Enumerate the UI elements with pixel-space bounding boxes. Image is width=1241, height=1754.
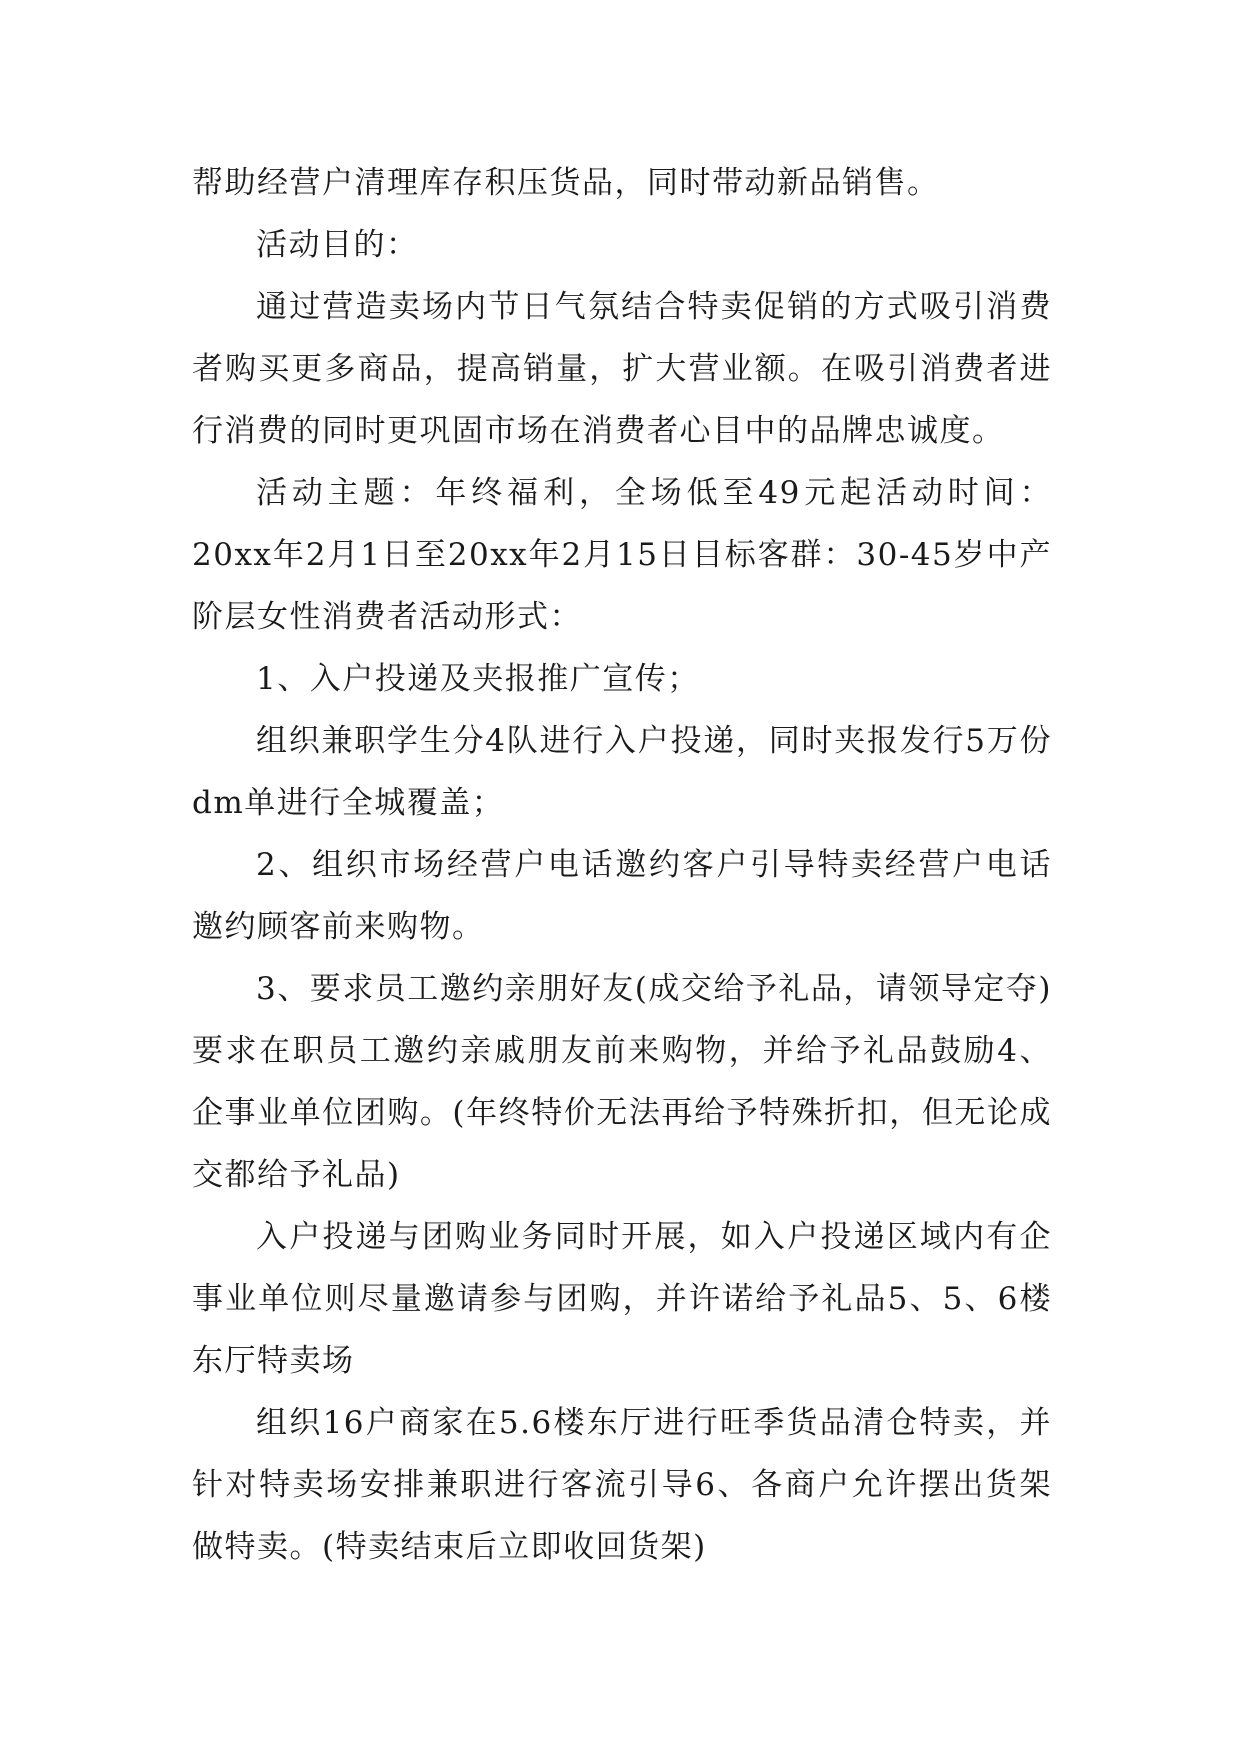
paragraph-item-1: 1、入户投递及夹报推广宣传； — [256, 661, 700, 697]
paragraph-purpose-heading: 活动目的： — [256, 227, 419, 263]
paragraph-item-2: 2、组织市场经营户电话邀约客户引导特卖经营户电话邀约顾客前来购物。 — [192, 847, 1052, 945]
paragraph-purpose: 通过营造卖场内节日气氛结合特卖促销的方式吸引消费者购买更多商品，提高销量，扩大营业额。在吸引消费者进行消费的同时更巩固市场在消费者心目中的品牌忠诚度。 — [192, 289, 1052, 449]
paragraph-item-5-detail: 组织16户商家在5.6楼东厅进行旺季货品清仓特卖，并针对特卖场安排兼职进行客流引导6、各商户允许摆出货架做特卖。(特卖结束后立即收回货架) — [192, 1405, 1052, 1565]
paragraph-theme: 活动主题：年终福利，全场低至49元起活动时间：20xx年2月1日至20xx年2月15日目标客群：30-45岁中产阶层女性消费者活动形式： — [192, 475, 1052, 635]
document-body — [192, 152, 1052, 1578]
paragraph-continuation: 帮助经营户清理库存积压货品，同时带动新品销售。 — [192, 165, 940, 201]
paragraph-item-3: 3、要求员工邀约亲朋好友(成交给予礼品，请领导定夺)要求在职员工邀约亲戚朋友前来购物，并给予礼品鼓励4、企事业单位团购。(年终特价无法再给予特殊折扣，但无论成交都给予礼品) — [192, 971, 1052, 1193]
paragraph-item-4-detail: 入户投递与团购业务同时开展，如入户投递区域内有企事业单位则尽量邀请参与团购，并许诺给予礼品5、5、6楼东厅特卖场 — [192, 1219, 1052, 1379]
paragraph-item-1-detail: 组织兼职学生分4队进行入户投递，同时夹报发行5万份dm单进行全城覆盖； — [192, 723, 1052, 821]
